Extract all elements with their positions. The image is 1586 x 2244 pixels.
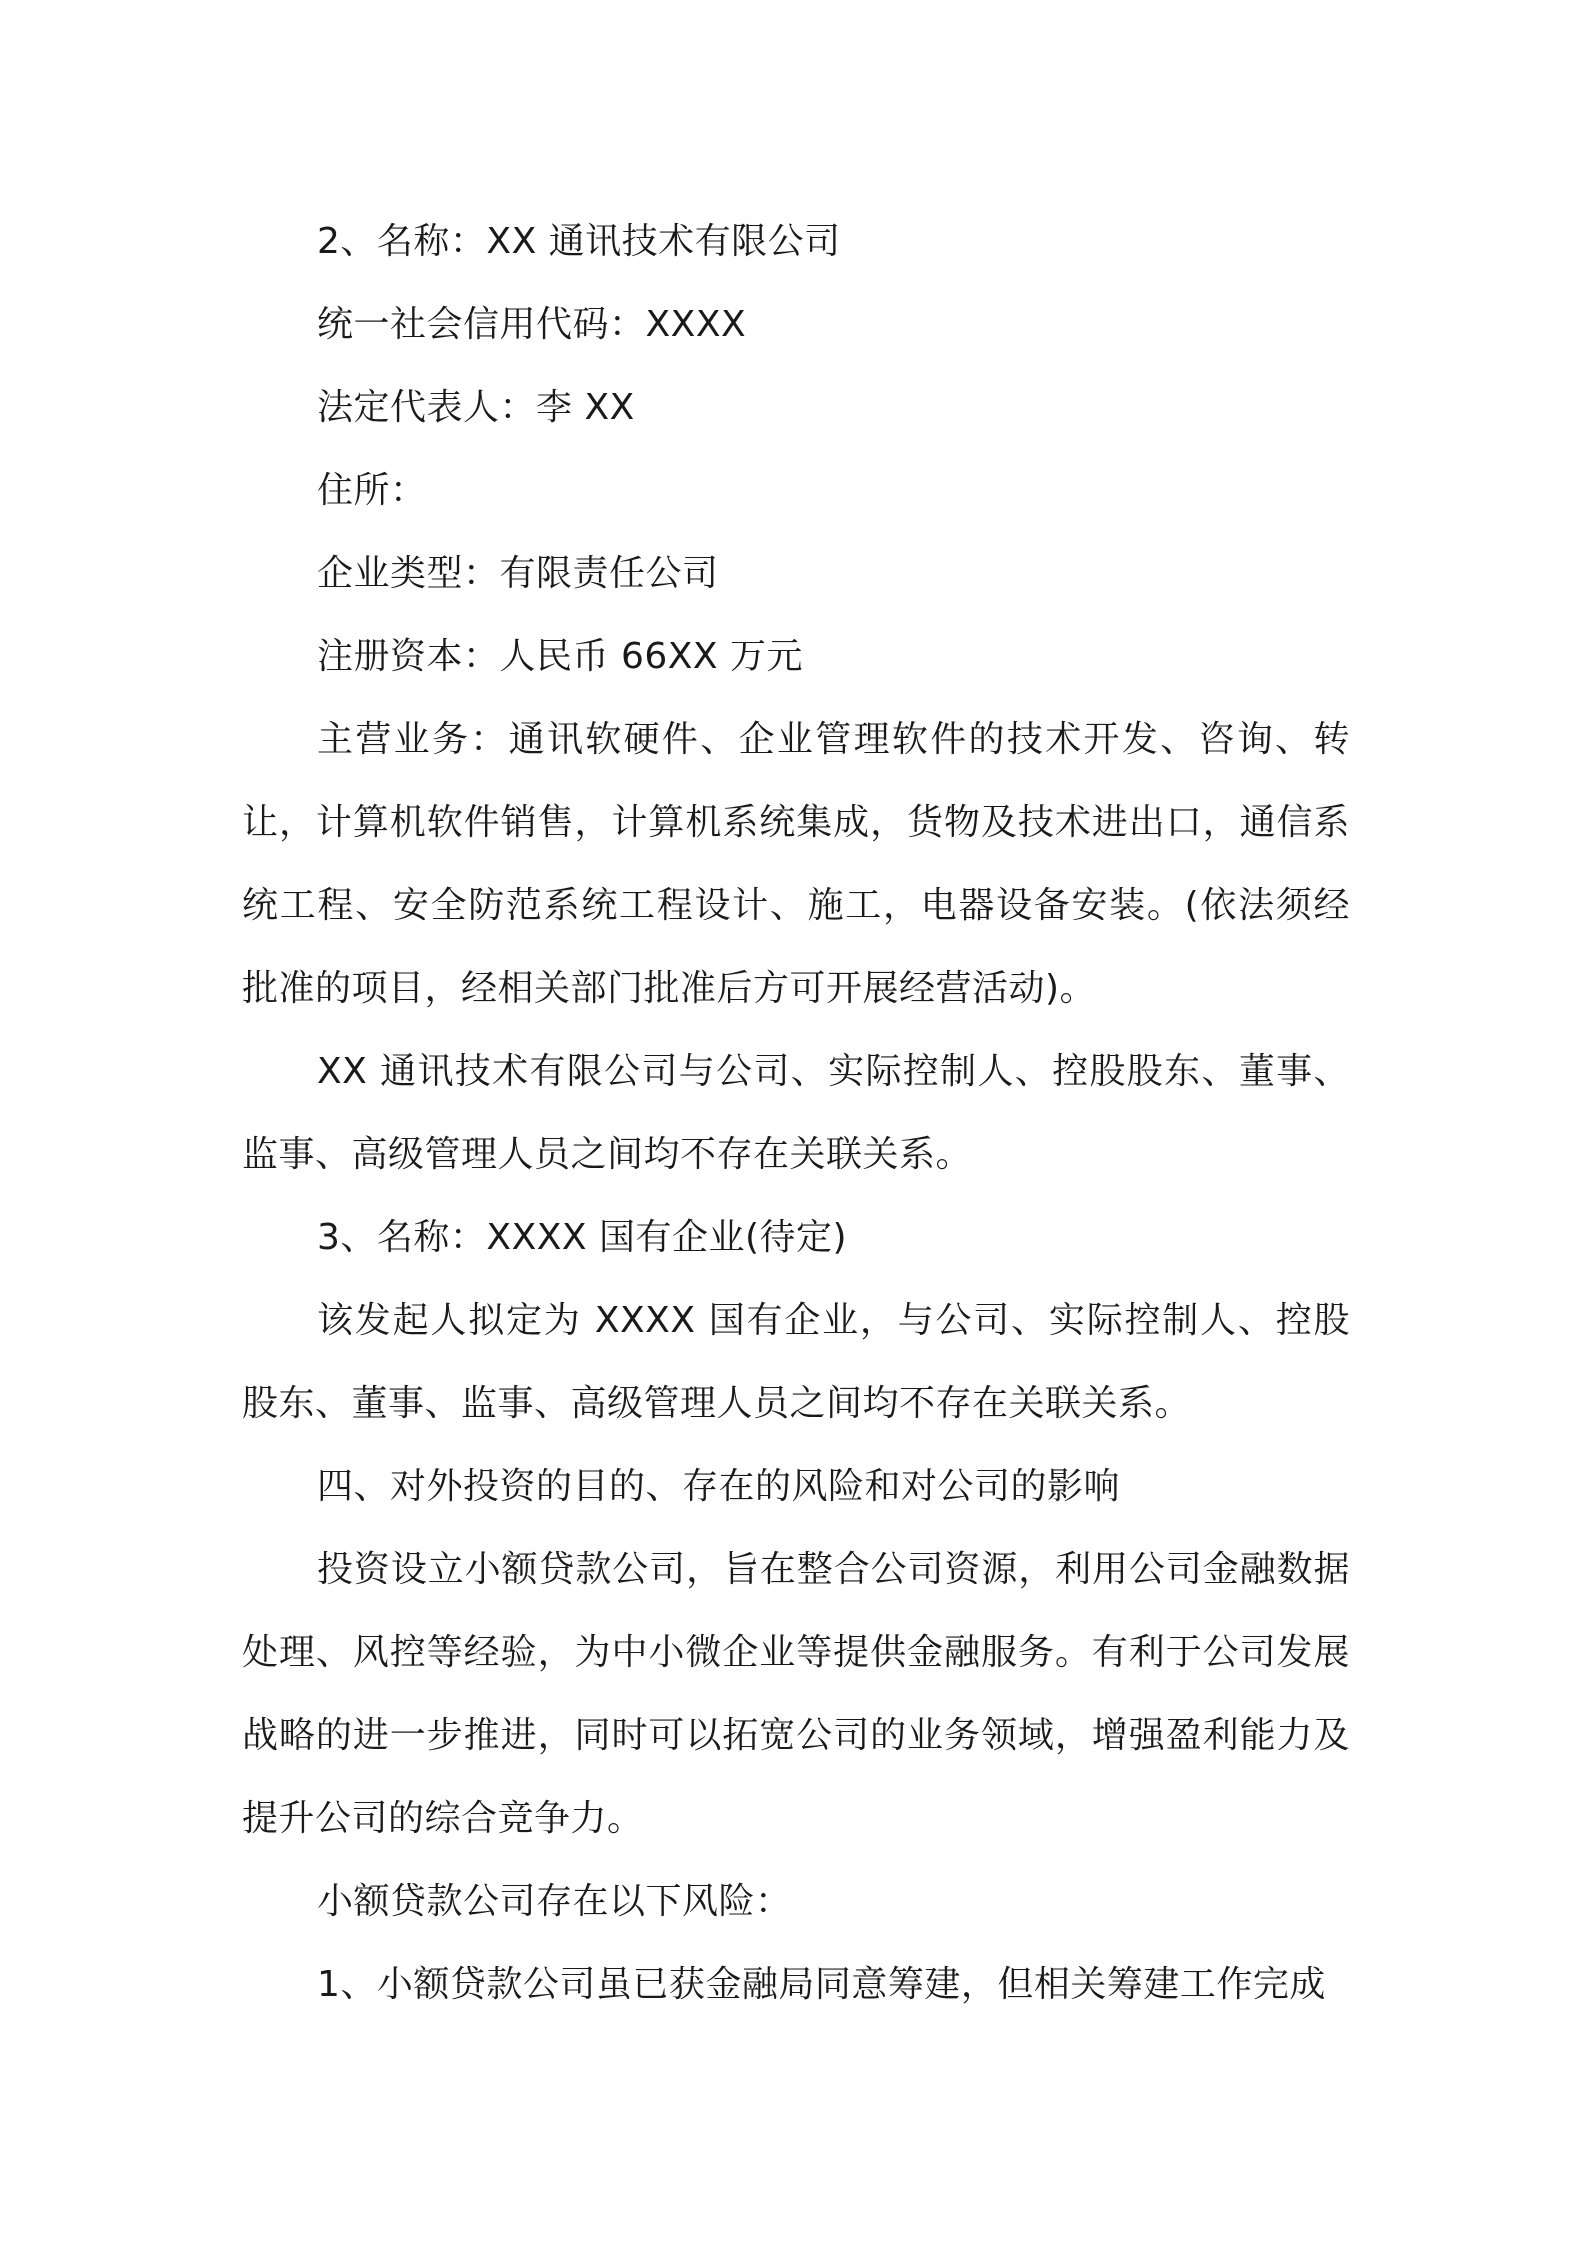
main-business-paragraph: 主营业务：通讯软硬件、企业管理软件的技术开发、咨询、转让，计算机软件销售，计算机系统集成，货物及技术进出口，通信系统工程、安全防范系统工程设计、施工，电器设备安装。(依法须经批准的项目，经相关部门批准后方可开展经营活动)。 (242, 719, 1350, 1009)
company-name-line-3: 3、名称：XXXX 国有企业(待定) (317, 1217, 848, 1258)
section-heading: 四、对外投资的目的、存在的风险和对公司的影响 (317, 1466, 1121, 1507)
sponsor-paragraph: 该发起人拟定为 XXXX 国有企业，与公司、实际控制人、控股股东、董事、监事、高级管理人员之间均不存在关联关系。 (242, 1300, 1350, 1424)
registered-capital-line: 注册资本：人民币 66XX 万元 (317, 636, 804, 677)
credit-code-line: 统一社会信用代码：XXXX (317, 304, 747, 345)
risk-item-1: 1、小额贷款公司虽已获金融局同意筹建，但相关筹建工作完成 (317, 1964, 1326, 2005)
relationship-paragraph: XX 通讯技术有限公司与公司、实际控制人、控股股东、董事、监事、高级管理人员之间均不存在关联关系。 (242, 1051, 1350, 1175)
document-page (242, 200, 1350, 2026)
legal-representative-line: 法定代表人：李 XX (317, 387, 635, 428)
enterprise-type-line: 企业类型：有限责任公司 (317, 553, 719, 594)
risks-intro-line: 小额贷款公司存在以下风险： (317, 1881, 792, 1922)
investment-purpose-paragraph: 投资设立小额贷款公司，旨在整合公司资源，利用公司金融数据处理、风控等经验，为中小微企业等提供金融服务。有利于公司发展战略的进一步推进，同时可以拓宽公司的业务领域，增强盈利能力及提升公司的综合竞争力。 (242, 1549, 1350, 1839)
address-line: 住所： (317, 470, 427, 511)
company-name-line: 2、名称：XX 通讯技术有限公司 (317, 221, 841, 262)
